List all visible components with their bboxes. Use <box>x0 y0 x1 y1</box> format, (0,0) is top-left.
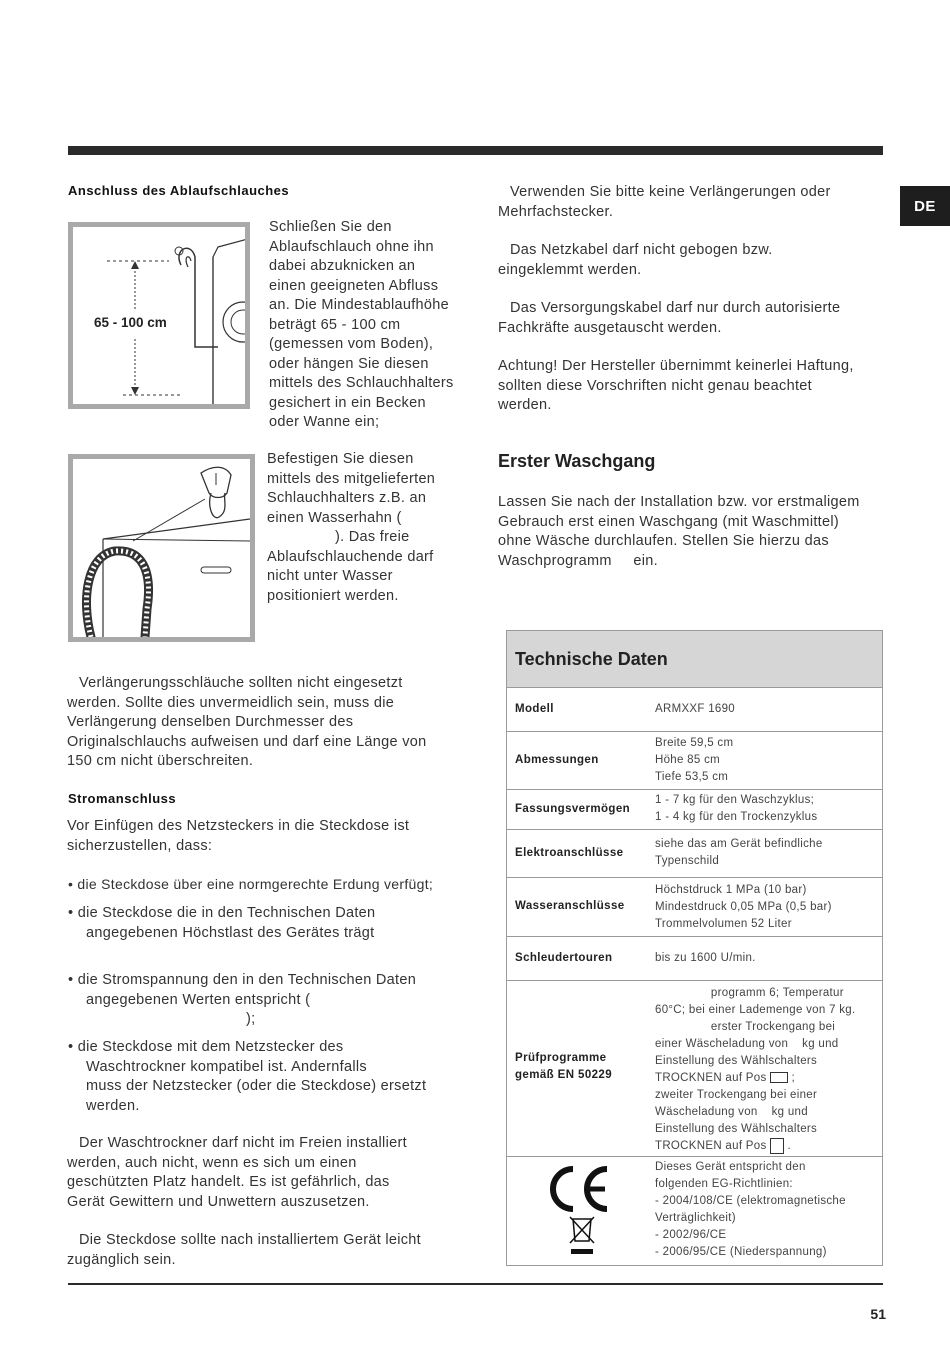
row-value-line: Trommelvolumen 52 Liter <box>655 918 792 930</box>
first-wash-line: Gebrauch erst einen Waschgang (mit Waschmittel) <box>498 513 840 530</box>
socket-access-text <box>67 1231 421 1270</box>
row-value-line: folgenden EG-Richtlinien: <box>655 1178 793 1190</box>
drain-text-2 <box>267 450 435 606</box>
power-intro-line: sicherzustellen, dass: <box>67 837 213 854</box>
bullet-plug-line: • die Steckdose mit dem Netzstecker des <box>68 1039 344 1055</box>
table-row-spin <box>507 937 882 981</box>
row-value-line: - 2006/95/CE (Niederspannung) <box>655 1246 827 1258</box>
right-para-line: werden. <box>498 397 552 413</box>
drain-text-1-line: gesichert in ein Becken <box>269 394 426 411</box>
drain-text-2-line: Befestigen Sie diesen <box>267 451 414 467</box>
bullet-voltage-line: ); <box>246 1011 256 1027</box>
table-row-model <box>507 688 882 732</box>
row-value-line: siehe das am Gerät befindliche <box>655 838 823 850</box>
drain-text-2-line: ). Das freie <box>335 529 410 545</box>
table-row-ce-compliance <box>507 1157 882 1265</box>
row-value-line: Dieses Gerät entspricht den <box>655 1161 806 1173</box>
right-para-line: Fachkräfte ausgetauscht werden. <box>498 319 722 336</box>
row-value-line: TROCKNEN auf Pos <box>655 1140 767 1153</box>
row-value-line: Höchstdruck 1 MPa (10 bar) <box>655 884 807 896</box>
table-row-dimensions <box>507 732 882 790</box>
extension-text-line: Verlängerung denselben Durchmesser des <box>67 714 354 730</box>
right-para-line: Das Versorgungskabel darf nur durch autorisierte <box>510 300 841 316</box>
outdoor-text-line: Der Waschtrockner darf nicht im Freien installiert <box>79 1135 407 1151</box>
drain-text-1-line: mittels des Schlauchhalters <box>269 375 454 391</box>
bullet-voltage-line: angegebenen Werten entspricht ( <box>86 991 311 1008</box>
row-value <box>655 882 880 933</box>
row-value <box>655 950 880 967</box>
row-value-line: - 2002/96/CE <box>655 1229 727 1241</box>
drain-text-1-line: (gemessen vom Boden), <box>269 336 434 352</box>
row-value-line: Verträglichkeit) <box>655 1212 736 1224</box>
row-value-line: Einstellung des Wählschalters <box>655 1055 818 1067</box>
language-tab-label: DE <box>914 197 936 215</box>
drain-text-1-line: an. Die Mindestablaufhöhe <box>269 297 450 313</box>
row-value-line: Breite 59,5 cm <box>655 737 734 749</box>
bullet-max-load-line: • die Steckdose die in den Technischen Daten <box>68 905 376 921</box>
drain-text-2-line: Ablaufschlauchende darf <box>267 548 434 565</box>
drain-heading: Anschluss des Ablaufschlauches <box>68 183 290 198</box>
drain-text-2-line: positioniert werden. <box>267 587 399 604</box>
technical-data-header <box>507 631 882 688</box>
first-wash-text <box>498 493 860 571</box>
row-value-line: Einstellung des Wählschalters <box>655 1123 818 1135</box>
first-wash-heading: Erster Waschgang <box>498 451 656 471</box>
hose-holder-illustration <box>73 459 250 637</box>
row-label-line: Prüfprogramme <box>515 1052 607 1064</box>
extension-text-line: Verlängerungsschläuche sollten nicht eingesetzt <box>79 675 403 691</box>
row-label: Schleudertouren <box>515 952 613 964</box>
bottom-rule <box>68 1283 883 1285</box>
first-wash-line: ohne Wäsche durchlaufen. Stellen Sie hierzu das <box>498 533 829 549</box>
bullet-max-load <box>68 904 375 943</box>
bullet-plug-line: Waschtrockner kompatibel ist. Andernfalls <box>86 1058 367 1075</box>
right-para-line: Mehrfachstecker. <box>498 203 614 220</box>
drain-text-1 <box>269 218 454 433</box>
drain-text-2-line: einen Wasserhahn ( <box>267 509 402 526</box>
drain-text-2-line: Schlauchhalters z.B. an <box>267 490 427 506</box>
table-row-capacity <box>507 790 882 830</box>
bullet-plug <box>68 1038 426 1116</box>
row-value-line: TROCKNEN auf Pos <box>655 1072 767 1084</box>
technical-data-table <box>506 630 883 1266</box>
right-para-line: Verwenden Sie bitte keine Verlängerungen oder <box>510 184 831 200</box>
row-value-line: ARMXXF 1690 <box>655 703 735 715</box>
row-value <box>655 836 880 870</box>
row-value-line: Typenschild <box>655 855 720 867</box>
row-label: Fassungsvermögen <box>515 803 631 815</box>
row-label: Abmessungen <box>515 754 599 766</box>
row-value <box>655 735 880 786</box>
power-heading: Stromanschluss <box>68 791 177 806</box>
right-para-line: Achtung! Der Hersteller übernimmt keinerlei Haftung, <box>498 358 854 374</box>
row-value-line: Wäscheladung von kg und <box>655 1106 808 1118</box>
row-value-line: - 2004/108/CE (elektromagnetische <box>655 1195 846 1207</box>
extension-hose-text <box>67 674 427 772</box>
row-label-line: gemäß EN 50229 <box>515 1069 613 1081</box>
hose-holder-figure <box>68 454 255 642</box>
drain-text-1-line: einen geeigneten Abfluss <box>269 277 439 294</box>
row-label <box>515 1050 612 1084</box>
row-value-line: programm 6; Temperatur <box>655 987 844 999</box>
language-tab <box>900 186 950 226</box>
right-para-line: Das Netzkabel darf nicht gebogen bzw. <box>510 242 773 258</box>
first-wash-line: Lassen Sie nach der Installation bzw. vor erstmaligem <box>498 494 860 510</box>
liability-notice <box>498 357 854 416</box>
table-row-electrical <box>507 830 882 878</box>
access-text-line: Die Steckdose sollte nach installiertem Gerät leicht <box>79 1232 421 1248</box>
row-value-line: Mindestdruck 0,05 MPa (0,5 bar) <box>655 901 832 913</box>
first-wash-line: Waschprogramm ein. <box>498 552 658 569</box>
drain-text-2-line: mittels des mitgelieferten <box>267 470 436 487</box>
drying-position-2-icon <box>770 1138 784 1154</box>
row-value-line: erster Trockengang bei <box>655 1021 836 1033</box>
row-value: programm 6; Temperatur 60°C; bei einer Lademenge von 7 kg. erster Trockengang bei einer Wäscheladung von kg und Einstellung des Wählschalters TROCKNEN auf Pos ; zweiter Trockengang bei einer Wäscheladung von kg und Einstellung des Wählschalters TROCKNEN auf Pos . <box>655 985 880 1155</box>
ce-mark-icon <box>543 1163 615 1259</box>
row-value <box>655 1159 880 1261</box>
extension-text-line: werden. Sollte dies unvermeidlich sein, muss die <box>67 694 395 711</box>
outdoor-text-line: Gerät Gewittern und Unwettern auszusetzen. <box>67 1193 370 1210</box>
drain-text-1-line: Ablaufschlauch ohne ihn <box>269 238 434 255</box>
drain-text-1-line: beträgt 65 - 100 cm <box>269 316 401 333</box>
right-para-line: eingeklemmt werden. <box>498 261 642 278</box>
row-value-line: zweiter Trockengang bei einer <box>655 1089 818 1101</box>
bullet-plug-line: werden. <box>86 1097 140 1114</box>
drying-position-1-icon <box>770 1072 788 1083</box>
table-row-test-programs <box>507 981 882 1157</box>
outdoor-text-line: werden, auch nicht, wenn es sich um einen <box>67 1154 357 1171</box>
drain-text-1-line: Schließen Sie den <box>269 219 392 235</box>
technical-data-title: Technische Daten <box>515 648 668 669</box>
row-value-line: Höhe 85 cm <box>655 754 721 766</box>
bullet-plug-line: muss der Netzstecker (oder die Steckdose) ersetzt <box>86 1078 427 1094</box>
table-row-water <box>507 878 882 937</box>
row-label: Wasseranschlüsse <box>515 900 625 912</box>
row-value-line: Tiefe 53,5 cm <box>655 771 729 783</box>
row-value-line: 1 - 4 kg für den Trockenzyklus <box>655 811 818 823</box>
row-value <box>655 792 880 826</box>
bullet-voltage-line: • die Stromspannung den in den Technischen Daten <box>68 972 417 988</box>
drain-height-label: 65 - 100 cm <box>94 315 167 330</box>
outdoor-warning-text <box>67 1134 407 1212</box>
power-intro <box>67 817 409 856</box>
bullet-earthing: • die Steckdose über eine normgerechte Erdung verfügt; <box>68 876 434 892</box>
top-rule <box>68 146 883 155</box>
right-para-line: sollten diese Vorschriften nicht genau beachtet <box>498 377 812 394</box>
extension-text-line: Originalschlauchs aufweisen und darf eine Länge von <box>67 733 427 750</box>
row-value-line: bis zu 1600 U/min. <box>655 952 756 964</box>
row-value <box>655 701 880 718</box>
extension-cord-warning <box>498 183 831 222</box>
access-text-line: zugänglich sein. <box>67 1251 176 1268</box>
row-label: Modell <box>515 703 554 715</box>
row-value-line: 1 - 7 kg für den Waschzyklus; <box>655 794 815 806</box>
bullet-voltage <box>68 971 416 1030</box>
cable-replacement-text <box>498 299 840 338</box>
row-value-line: 60°C; bei einer Lademenge von 7 kg. <box>655 1004 856 1016</box>
extension-text-line: 150 cm nicht überschreiten. <box>67 753 254 769</box>
cable-warning <box>498 241 773 280</box>
row-label: Elektroanschlüsse <box>515 847 624 859</box>
drain-text-1-line: dabei abzuknicken an <box>269 258 416 274</box>
drain-text-1-line: oder hängen Sie diesen <box>269 355 429 372</box>
bullet-max-load-line: angegebenen Höchstlast des Gerätes trägt <box>86 924 375 941</box>
row-value-line: einer Wäscheladung von kg und <box>655 1038 839 1050</box>
outdoor-text-line: geschützten Platz handelt. Es ist gefährlich, das <box>67 1174 390 1190</box>
drain-text-1-line: oder Wanne ein; <box>269 414 380 430</box>
drain-text-2-line: nicht unter Wasser <box>267 568 393 584</box>
page-number: 51 <box>870 1306 886 1322</box>
power-intro-line: Vor Einfügen des Netzsteckers in die Steckdose ist <box>67 818 410 834</box>
